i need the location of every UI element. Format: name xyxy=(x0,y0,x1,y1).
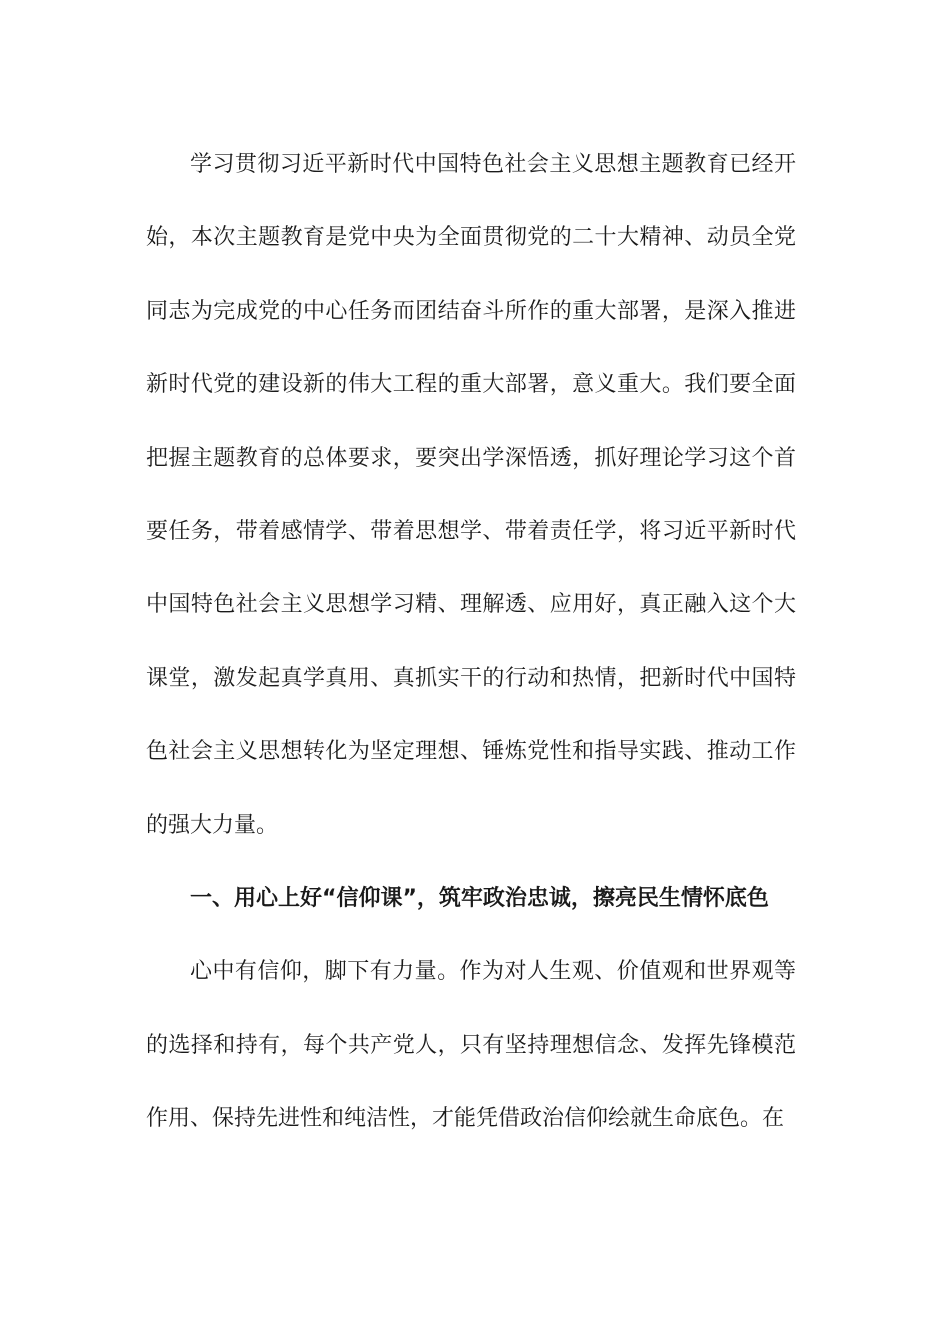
document-body xyxy=(146,128,796,1156)
section-heading: 一、用心上好“信仰课”，筑牢政治忠诚，擦亮民生情怀底色 xyxy=(190,886,769,912)
body-paragraph: 学习贯彻习近平新时代中国特色社会主义思想主题教育已经开始，本次主题教育是党中央为全面贯彻党的二十大精神、动员全党同志为完成党的中心任务而团结奋斗所作的重大部署，是深入推进新时代党的建设新的伟大工程的重大部署，意义重大。我们要全面把握主题教育的总体要求，要突出学深悟透，抓好理论学习这个首要任务，带着感情学、带着思想学、带着责任学，将习近平新时代中国特色社会主义思想学习精、理解透、应用好，真正融入这个大课堂，激发起真学真用、真抓实干的行动和热情，把新时代中国特色社会主义思想转化为坚定理想、锤炼党性和指导实践、推动工作的强大力量。 xyxy=(146,152,796,838)
body-paragraph: 心中有信仰，脚下有力量。作为对人生观、价值观和世界观等的选择和持有，每个共产党人，只有坚持理想信念、发挥先锋模范作用、保持先进性和纯洁性，才能凭借政治信仰绘就生命底色。在 xyxy=(146,959,796,1132)
